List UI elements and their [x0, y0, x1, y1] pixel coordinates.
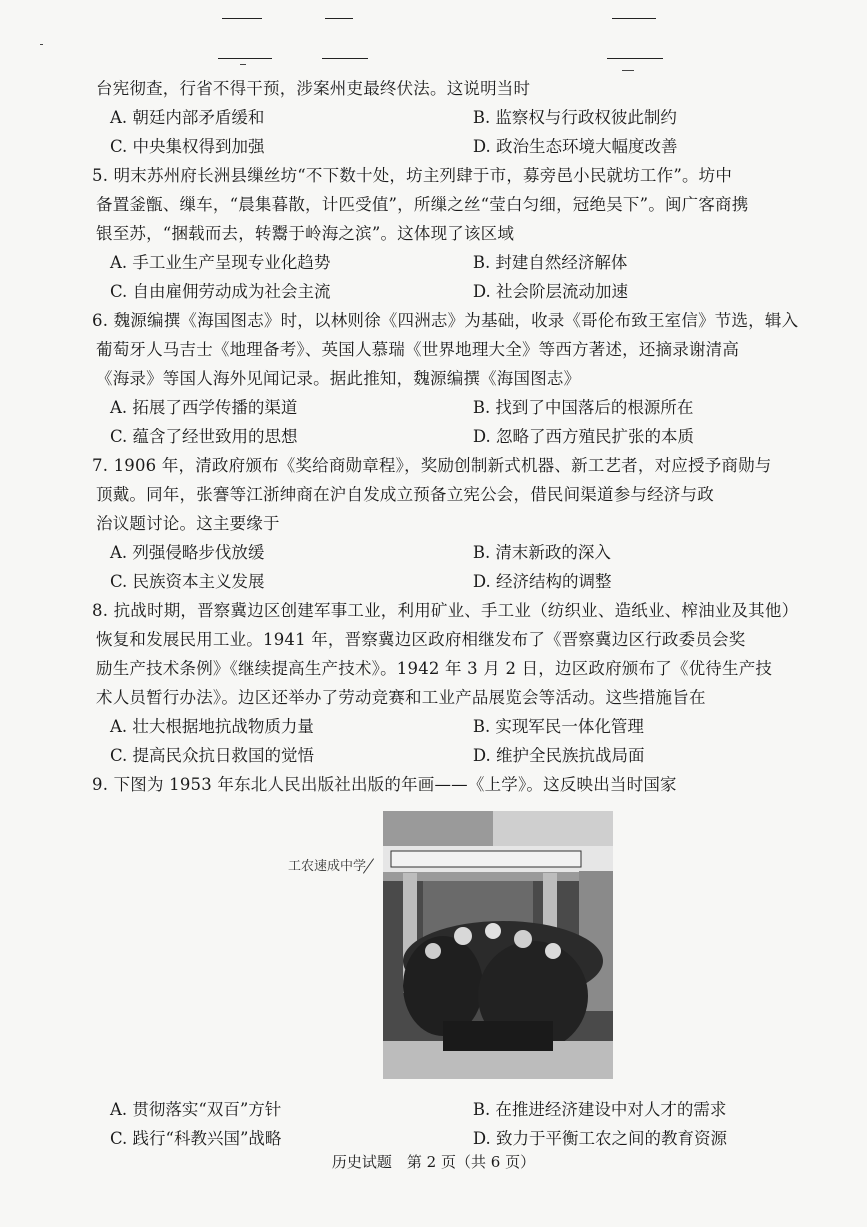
- photo-illustration: [383, 811, 613, 1079]
- q6-option-c: C. 蕴含了经世致用的思想: [110, 427, 298, 446]
- q7-option-d: D. 经济结构的调整: [472, 572, 612, 591]
- question-content: [92, 74, 816, 1153]
- q7-option-c: C. 民族资本主义发展: [110, 572, 265, 591]
- q9-options-row-1: [96, 1095, 816, 1124]
- q9-stem: 9. 下图为 1953 年东北人民出版社出版的年画——《上学》。这反映出当时国家: [92, 775, 677, 794]
- q7-options-row-1: [96, 538, 816, 567]
- q5-option-c: C. 自由雇佣劳动成为社会主流: [110, 282, 331, 301]
- new-year-painting-photo: [383, 811, 613, 1079]
- q8-stem-line-2: 恢复和发展民用工业。1941 年，晋察冀边区政府相继发布了《晋察冀边区行政委员会奖: [96, 630, 746, 649]
- q8-stem-line-3: 励生产技术条例》《继续提高生产技术》。1942 年 3 月 2 日，边区政府颁布了《优待生产技: [96, 659, 773, 678]
- q9-option-b: B. 在推进经济建设中对人才的需求: [472, 1100, 727, 1119]
- q5-stem-line-3: 银至苏，“捆载而去，转鬻于岭海之滨”。这体现了该区域: [96, 224, 515, 243]
- q4-options-row-1: [96, 103, 816, 132]
- q9-options-row-2: [96, 1124, 816, 1153]
- q5-option-a: A. 手工业生产呈现专业化趋势: [110, 253, 331, 272]
- q6-option-b: B. 找到了中国落后的根源所在: [472, 398, 694, 417]
- q9-figure: [96, 805, 816, 1095]
- scan-mark: [222, 18, 262, 19]
- q5-stem-line-2: 备置釜甑、缫车，“晨集暮散，计匹受值”，所缫之丝“莹白匀细，冠绝吴下”。闽广客商携: [96, 195, 749, 214]
- q6-stem-line-3: 《海录》等国人海外见闻记录。据此推知，魏源编撰《海国图志》: [96, 369, 581, 388]
- scan-dot: [622, 70, 634, 71]
- q8-stem-line-4: 术人员暂行办法》。边区还举办了劳动竞赛和工业产品展览会等活动。这些措施旨在: [96, 688, 706, 707]
- page-footer: 历史试题 第 2 页（共 6 页）: [331, 1153, 536, 1171]
- q6-stem-line-2: 葡萄牙人马吉士《地理备考》、英国人慕瑞《世界地理大全》等西方著述，还摘录谢清高: [96, 340, 740, 359]
- q5-options-row-2: [96, 277, 816, 306]
- scan-dot: [240, 64, 246, 65]
- scan-mark: [218, 58, 272, 59]
- figure-caption: 工农速成中学: [288, 859, 367, 874]
- q6-stem-line-1: 6. 魏源编撰《海国图志》时，以林则徐《四洲志》为基础，收录《哥伦布致王室信》节选，辑入: [92, 311, 799, 330]
- q7-stem-line-1: 7. 1906 年，清政府颁布《奖给商勋章程》，奖励创制新式机器、新工艺者，对应授予商勋与: [92, 456, 772, 475]
- q5-stem-line-1: 5. 明末苏州府长洲县缫丝坊“不下数十处，坊主列肆于市，募旁邑小民就坊工作”。坊中: [92, 166, 733, 185]
- q8-stem-line-1: 8. 抗战时期，晋察冀边区创建军事工业，利用矿业、手工业（纺织业、造纸业、榨油业及其他）: [92, 601, 799, 620]
- scan-dot: [40, 44, 43, 45]
- q4-stem-tail: 台宪彻查，行省不得干预，涉案州吏最终伏法。这说明当时: [96, 79, 531, 98]
- q7-options-row-2: [96, 567, 816, 596]
- q6-option-a: A. 拓展了西学传播的渠道: [110, 398, 298, 417]
- q9-option-a: A. 贯彻落实“双百”方针: [110, 1100, 282, 1119]
- q8-option-b: B. 实现军民一体化管理: [472, 717, 644, 736]
- q7-stem-line-2: 顶戴。同年，张謇等江浙绅商在沪自发成立预备立宪公会，借民间渠道参与经济与政: [96, 485, 714, 504]
- q5-option-b: B. 封建自然经济解体: [472, 253, 628, 272]
- q6-option-d: D. 忽略了西方殖民扩张的本质: [472, 427, 694, 446]
- scan-mark: [607, 58, 663, 59]
- q5-options-row-1: [96, 248, 816, 277]
- q8-option-a: A. 壮大根据地抗战物质力量: [110, 717, 314, 736]
- q7-option-b: B. 清末新政的深入: [472, 543, 611, 562]
- q6-options-row-2: [96, 422, 816, 451]
- q8-option-d: D. 维护全民族抗战局面: [472, 746, 645, 765]
- q9-option-c: C. 践行“科教兴国”战略: [110, 1129, 282, 1148]
- q8-options-row-1: [96, 712, 816, 741]
- q4-option-d: D. 政治生态环境大幅度改善: [472, 137, 678, 156]
- q4-option-a: A. 朝廷内部矛盾缓和: [110, 108, 265, 127]
- q9-option-d: D. 致力于平衡工农之间的教育资源: [472, 1129, 727, 1148]
- q8-options-row-2: [96, 741, 816, 770]
- q8-option-c: C. 提高民众抗日救国的觉悟: [110, 746, 315, 765]
- scan-mark: [612, 18, 656, 19]
- scan-mark: [322, 58, 368, 59]
- q4-option-c: C. 中央集权得到加强: [110, 137, 265, 156]
- q7-stem-line-3: 治议题讨论。这主要缘于: [96, 514, 280, 533]
- scan-mark: [325, 18, 353, 19]
- q5-option-d: D. 社会阶层流动加速: [472, 282, 628, 301]
- q4-option-b: B. 监察权与行政权彼此制约: [472, 108, 677, 127]
- q7-option-a: A. 列强侵略步伐放缓: [110, 543, 265, 562]
- q6-options-row-1: [96, 393, 816, 422]
- q4-options-row-2: [96, 132, 816, 161]
